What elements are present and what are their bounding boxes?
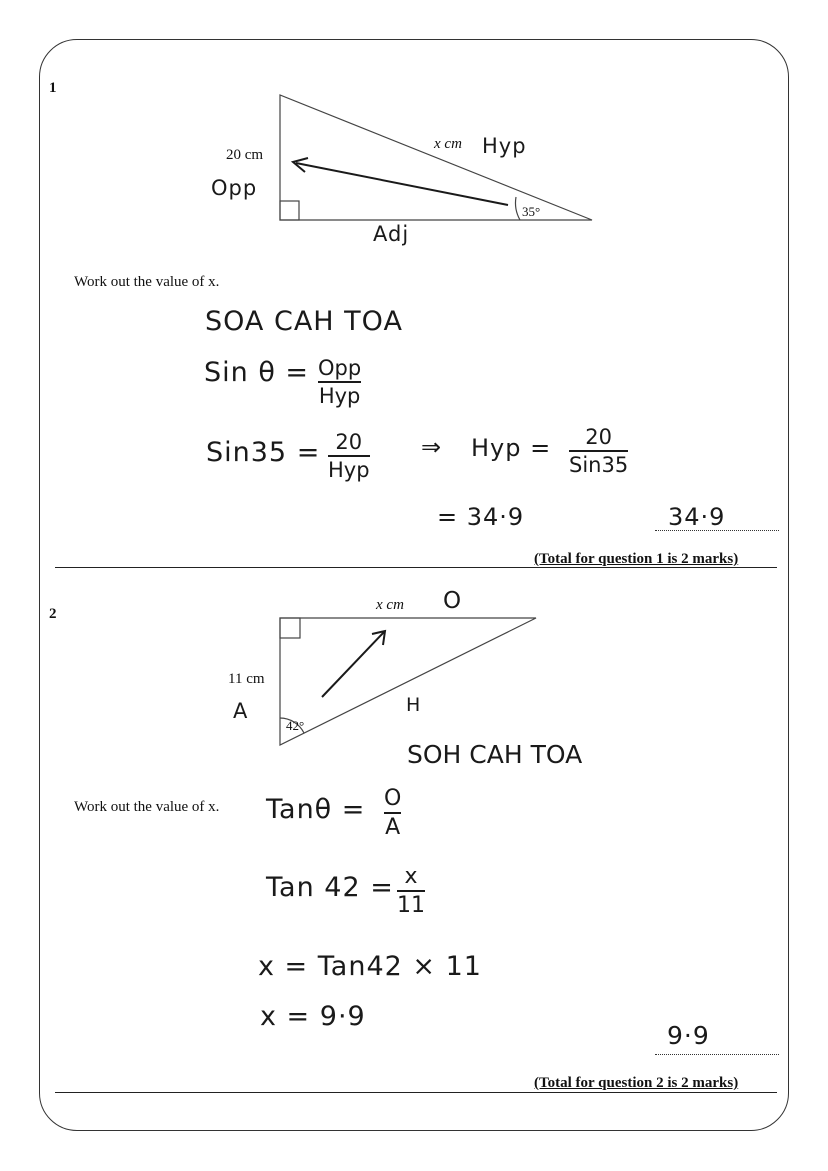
q2-adjacent-side-label: 11 cm	[228, 671, 265, 687]
fraction-bar	[384, 812, 401, 814]
q1-hand-adj: Adj	[373, 222, 410, 246]
q2-line1-numerator: O	[384, 786, 402, 811]
q1-instruction: Work out the value of x.	[74, 274, 220, 290]
q2-angle-label: 42°	[286, 718, 305, 733]
q2-hand-o: O	[443, 588, 463, 614]
q1-angle-label: 35°	[522, 204, 541, 219]
q2-line2-numerator: x	[404, 864, 418, 889]
q1-work-line3-lhs: Hyp =	[471, 434, 552, 462]
q1-answer: 34·9	[668, 503, 726, 531]
q2-line2-denominator: 11	[397, 893, 425, 918]
q2-mnemonic: SOH CAH TOA	[407, 740, 583, 769]
q2-work-line4: x = 9·9	[260, 1001, 366, 1032]
q2-work-line2-fraction	[397, 864, 425, 918]
q2-hand-h: H	[406, 694, 422, 716]
q2-answer: 9·9	[667, 1021, 710, 1050]
question-2-number: 2	[49, 606, 57, 622]
q2-line1-denominator: A	[385, 815, 401, 840]
q1-line2-numerator: 20	[335, 430, 363, 454]
q2-hand-a: A	[233, 699, 249, 723]
q1-hypotenuse-side-label: x cm	[434, 136, 462, 152]
q2-instruction: Work out the value of x.	[74, 799, 220, 815]
q2-answer-line	[655, 1054, 779, 1055]
q2-work-line3: x = Tan42 × 11	[258, 951, 482, 982]
q1-hand-opp: Opp	[211, 176, 258, 200]
q2-separator-rule	[55, 1092, 777, 1093]
q1-work-line2-lhs: Sin35 =	[206, 437, 321, 468]
q2-work-line1-fraction	[384, 786, 401, 840]
q2-opposite-side-label: x cm	[376, 597, 404, 613]
q1-opposite-side-label: 20 cm	[226, 147, 264, 163]
q2-work-line1-lhs: Tanθ =	[266, 794, 366, 825]
q2-work-line2-lhs: Tan 42 =	[266, 872, 394, 903]
q1-line3-numerator: 20	[585, 425, 612, 449]
q2-total-marks: (Total for question 2 is 2 marks)	[534, 1075, 739, 1091]
q1-hand-hyp: Hyp	[482, 134, 527, 158]
q1-line3-denominator: Sin35	[569, 453, 629, 477]
q1-work-line1-lhs: Sin θ =	[204, 357, 310, 388]
q1-line1-numerator: Opp	[318, 356, 362, 380]
q1-line2-denominator: Hyp	[328, 458, 370, 482]
q1-mnemonic: SOA CAH TOA	[205, 306, 403, 337]
q1-line1-denominator: Hyp	[318, 384, 361, 408]
fraction-bar	[397, 890, 425, 892]
q1-total-marks: (Total for question 1 is 2 marks)	[534, 551, 739, 567]
question-1-number: 1	[49, 80, 57, 96]
q1-work-result: = 34·9	[437, 503, 525, 531]
q1-implies-arrow: ⇒	[421, 433, 443, 461]
